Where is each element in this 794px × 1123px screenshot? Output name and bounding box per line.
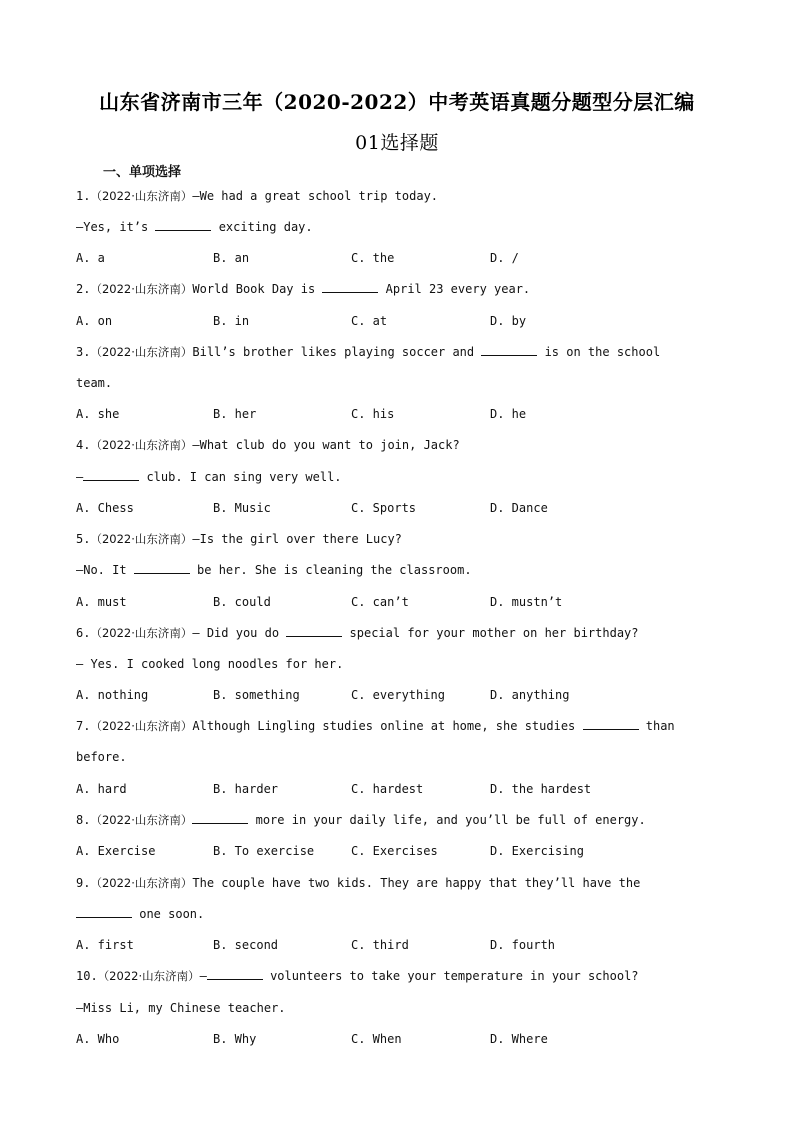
answer-option: C. Exercises	[351, 844, 438, 858]
question-text: —Yes, it’s	[76, 220, 156, 234]
answer-option: A. she	[76, 407, 120, 421]
answer-blank	[583, 718, 639, 730]
question-line	[76, 562, 472, 578]
answer-option: C. at	[351, 314, 388, 328]
question-text: is on the school	[537, 345, 661, 359]
answer-option: D. mustn’t	[490, 595, 563, 609]
answer-blank	[155, 219, 211, 231]
question-number: 4.	[76, 438, 91, 452]
answer-option: D. Dance	[490, 501, 548, 515]
question-line	[76, 968, 639, 984]
question-text: April 23 every year.	[378, 282, 531, 296]
question-number: 3.	[76, 345, 91, 359]
question-line	[76, 875, 640, 891]
question-line	[76, 437, 460, 453]
question-text: —Miss Li, my Chinese teacher.	[76, 1001, 286, 1015]
question-text: —What club do you want to join, Jack?	[192, 438, 460, 452]
question-line	[76, 219, 313, 235]
question-text: —Is the girl over there Lucy?	[192, 532, 402, 546]
question-line	[76, 906, 204, 922]
answer-blank	[207, 968, 263, 980]
question-line	[76, 375, 112, 391]
answer-option: B. could	[213, 595, 271, 609]
question-number: 7.	[76, 719, 91, 733]
question-number: 1.	[76, 189, 91, 203]
question-line	[76, 344, 660, 360]
answer-option: A. must	[76, 595, 127, 609]
question-number: 2.	[76, 282, 91, 296]
answer-option: A. hard	[76, 782, 127, 796]
question-source: （2022·山东济南）	[97, 969, 200, 983]
answer-option: A. nothing	[76, 688, 149, 702]
question-number: 10.	[76, 969, 98, 983]
section-heading: 一、单项选择	[103, 165, 182, 180]
question-source: （2022·山东济南）	[90, 876, 193, 890]
answer-option: B. something	[213, 688, 300, 702]
question-text: — Yes. I cooked long noodles for her.	[76, 657, 344, 671]
question-text: —	[76, 470, 84, 484]
question-source: （2022·山东济南）	[90, 345, 193, 359]
question-text: exciting day.	[211, 220, 313, 234]
answer-option: D. Where	[490, 1032, 548, 1046]
answer-option: C. can’t	[351, 595, 409, 609]
answer-option: B. To exercise	[213, 844, 315, 858]
question-line	[76, 749, 127, 765]
question-source: （2022·山东济南）	[90, 282, 193, 296]
question-text: Bill’s brother likes playing soccer and	[192, 345, 482, 359]
answer-blank	[76, 906, 132, 918]
question-text: special for your mother on her birthday?	[342, 626, 639, 640]
answer-option: B. Why	[213, 1032, 257, 1046]
answer-option: B. Music	[213, 501, 271, 515]
question-line	[76, 718, 675, 734]
answer-option: B. an	[213, 251, 250, 265]
answer-option: B. her	[213, 407, 257, 421]
page-title: 山东省济南市三年（2020-2022）中考英语真题分题型分层汇编	[99, 90, 695, 114]
question-text: volunteers to take your temperature in your school?	[262, 969, 639, 983]
question-text: team.	[76, 376, 113, 390]
answer-option: B. harder	[213, 782, 279, 796]
answer-option: C. When	[351, 1032, 402, 1046]
answer-option: D. he	[490, 407, 527, 421]
answer-option: A. first	[76, 938, 134, 952]
question-text: The couple have two kids. They are happy that they’ll have the	[192, 876, 641, 890]
question-source: （2022·山东济南）	[90, 813, 193, 827]
question-text: one soon.	[132, 907, 205, 921]
question-text: Although Lingling studies online at home, she studies	[192, 719, 583, 733]
answer-option: D. by	[490, 314, 527, 328]
question-text: than	[638, 719, 675, 733]
answer-option: D. Exercising	[490, 844, 584, 858]
question-line	[76, 469, 342, 485]
question-text: before.	[76, 750, 127, 764]
question-source: （2022·山东济南）	[90, 719, 193, 733]
question-text: —	[199, 969, 207, 983]
answer-option: C. everything	[351, 688, 445, 702]
question-number: 9.	[76, 876, 91, 890]
answer-blank	[286, 625, 342, 637]
answer-option: C. Sports	[351, 501, 417, 515]
answer-option: C. hardest	[351, 782, 424, 796]
answer-option: B. in	[213, 314, 250, 328]
answer-blank	[481, 344, 537, 356]
answer-option: A. Chess	[76, 501, 134, 515]
question-text: — Did you do	[192, 626, 287, 640]
answer-option: A. Who	[76, 1032, 120, 1046]
question-source: （2022·山东济南）	[90, 532, 193, 546]
answer-option: C. the	[351, 251, 395, 265]
answer-option: B. second	[213, 938, 279, 952]
question-line	[76, 812, 646, 828]
answer-blank	[83, 469, 139, 481]
question-number: 5.	[76, 532, 91, 546]
answer-option: D. fourth	[490, 938, 556, 952]
answer-option: D. /	[490, 251, 519, 265]
answer-option: A. on	[76, 314, 113, 328]
question-text: —We had a great school trip today.	[192, 189, 439, 203]
question-source: （2022·山东济南）	[90, 626, 193, 640]
question-text: club. I can sing very well.	[139, 470, 342, 484]
page-subtitle: 01选择题	[355, 132, 439, 154]
answer-blank	[322, 281, 378, 293]
question-source: （2022·山东济南）	[90, 189, 193, 203]
question-source: （2022·山东济南）	[90, 438, 193, 452]
question-line	[76, 1000, 286, 1016]
question-text: more in your daily life, and you’ll be full of energy.	[248, 813, 646, 827]
answer-option: C. his	[351, 407, 395, 421]
question-text: be her. She is cleaning the classroom.	[189, 563, 472, 577]
question-line	[76, 188, 438, 204]
question-number: 8.	[76, 813, 91, 827]
question-line	[76, 531, 402, 547]
answer-option: A. a	[76, 251, 105, 265]
answer-option: A. Exercise	[76, 844, 156, 858]
answer-option: D. anything	[490, 688, 570, 702]
question-number: 6.	[76, 626, 91, 640]
question-text: World Book Day is	[192, 282, 323, 296]
question-line	[76, 625, 639, 641]
question-line	[76, 281, 530, 297]
answer-blank	[192, 812, 248, 824]
answer-option: C. third	[351, 938, 409, 952]
answer-option: D. the hardest	[490, 782, 592, 796]
question-line	[76, 656, 343, 672]
answer-blank	[134, 562, 190, 574]
question-text: —No. It	[76, 563, 134, 577]
